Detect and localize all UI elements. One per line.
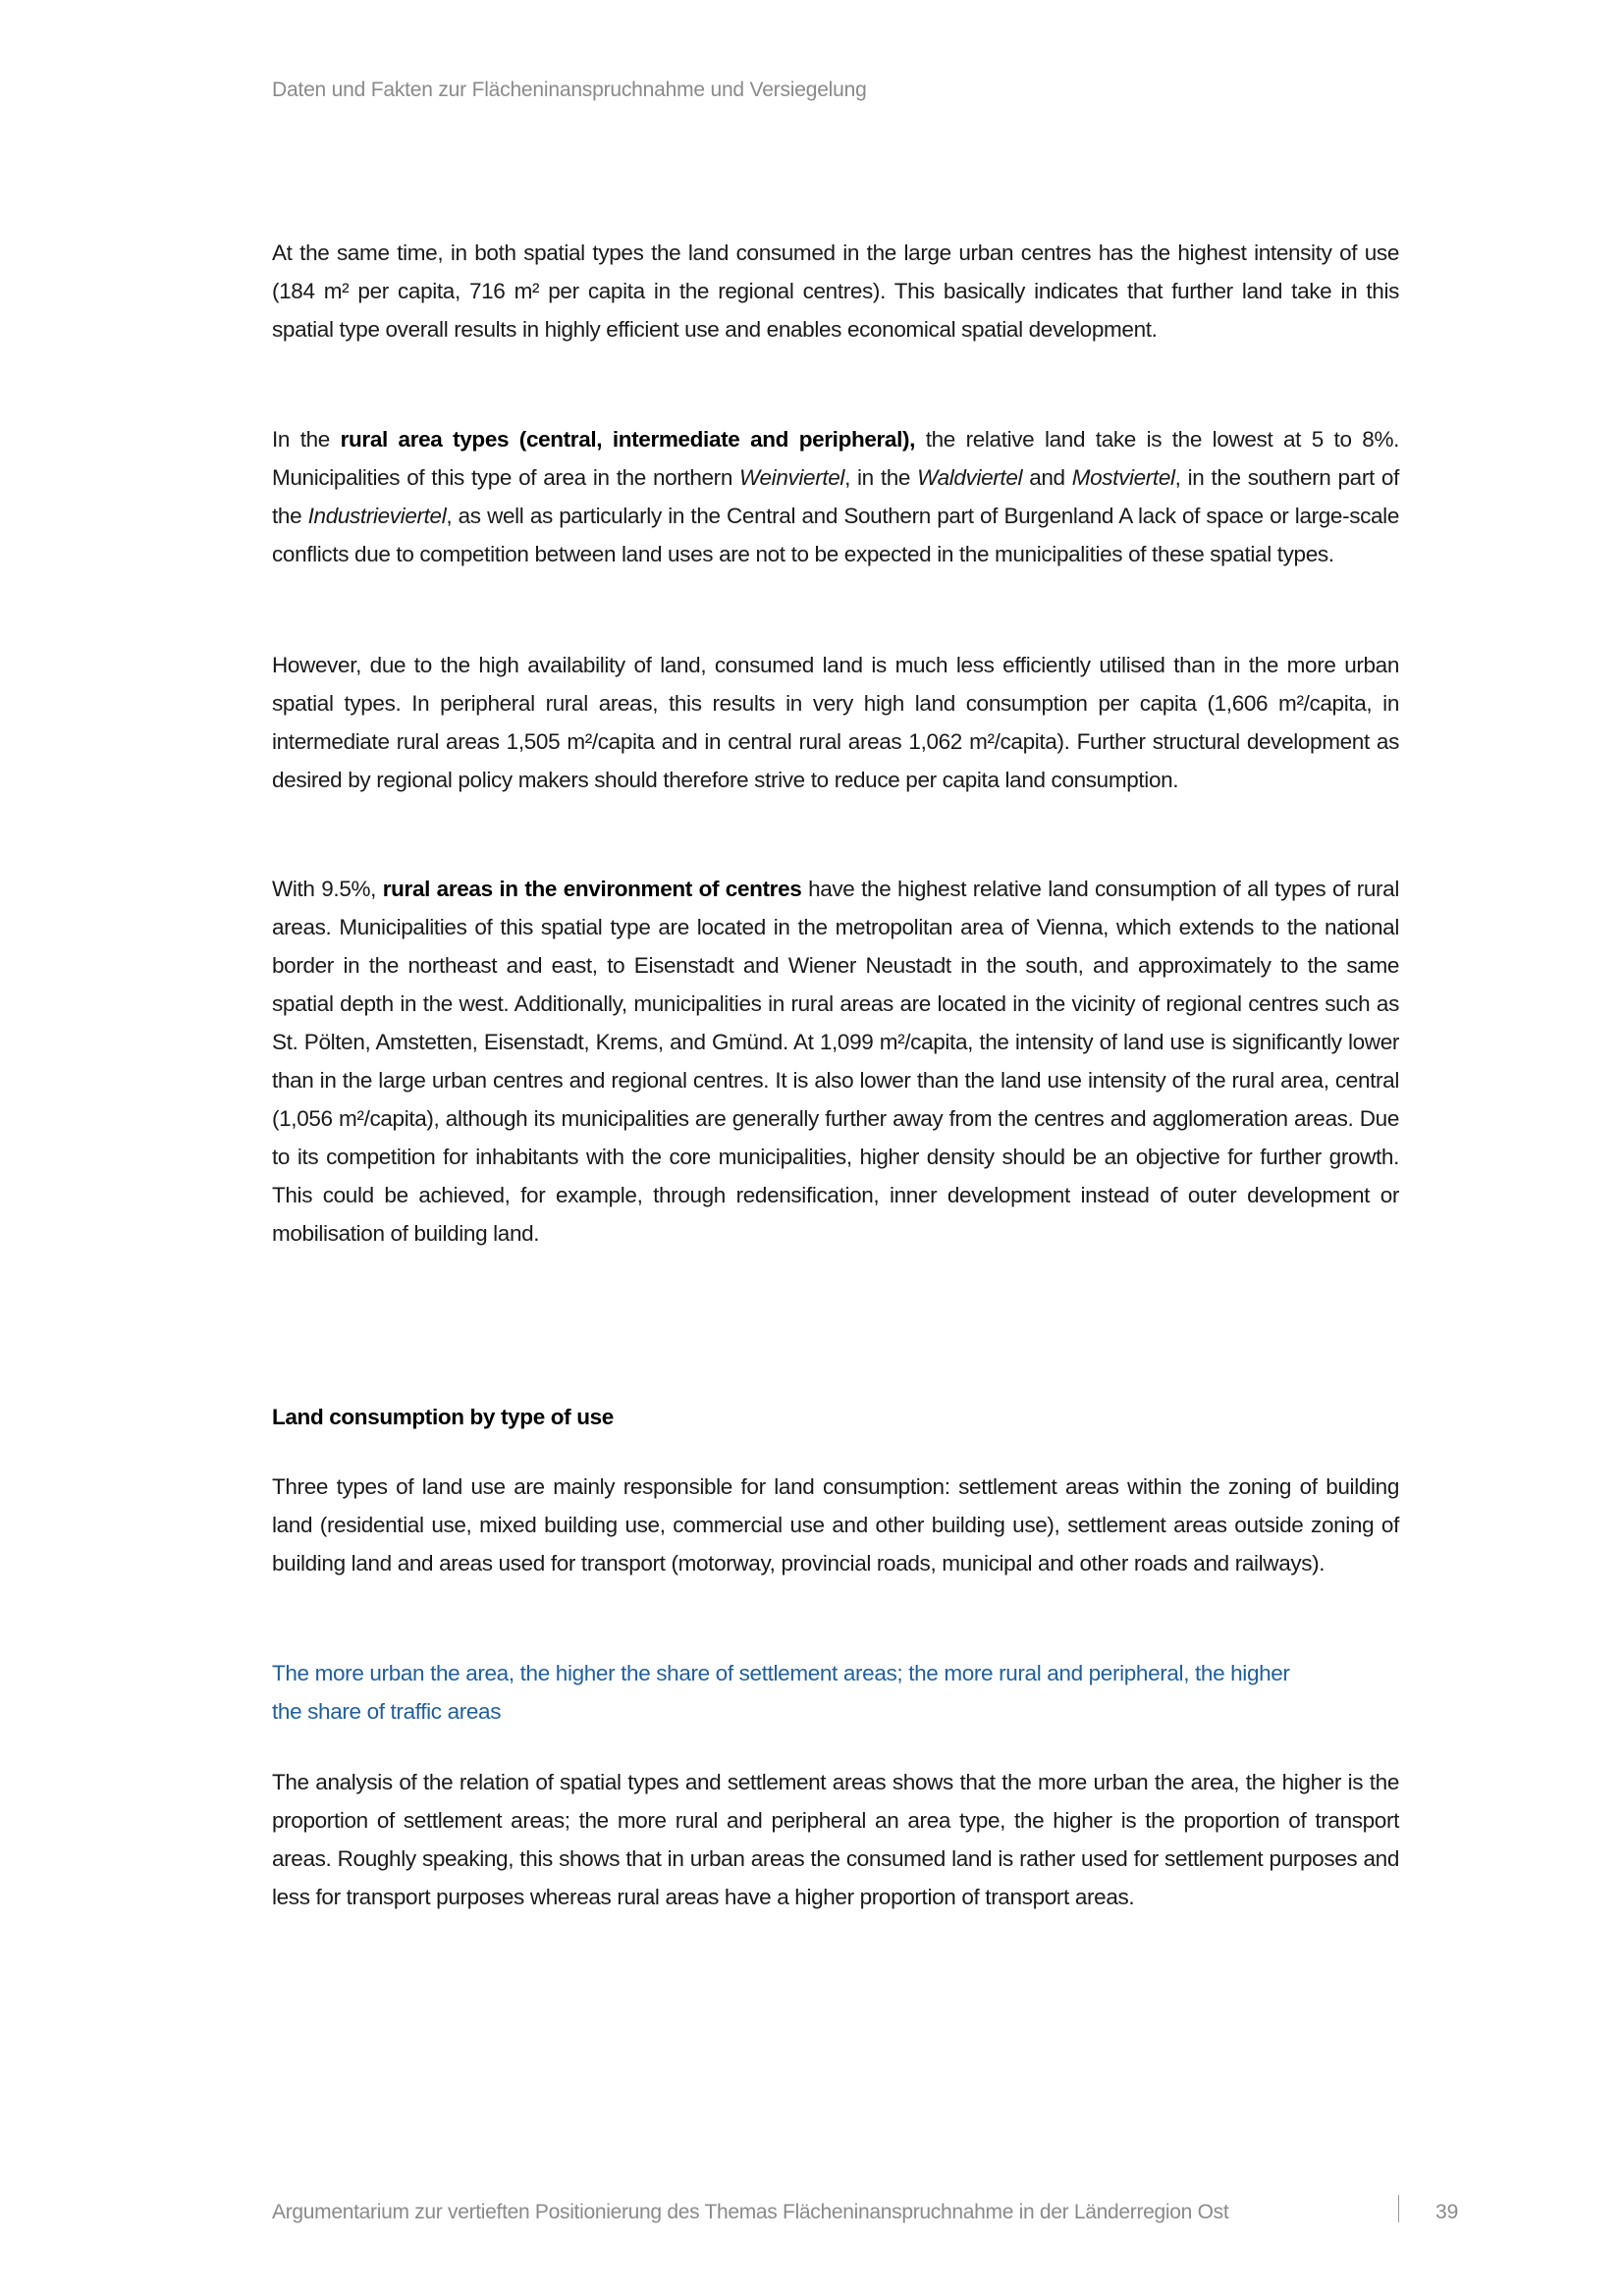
running-header: Daten und Fakten zur Flächeninanspruchnahme und Versiegelung: [272, 79, 867, 101]
section-heading: Land consumption by type of use: [272, 1405, 614, 1429]
paragraph-rural-centres-environment: With 9.5%, rural areas in the environment of centres have the highest relative land consumption of all types of rural areas. Municipalities of this spatial type are located in the metropolitan area of Vienna, which extends to the national border in the northeast and east, to Eisenstadt and Wiener Neustadt in the south, and approximately to the same spatial depth in the west. Additionally, municipalities in rural areas are located in the vicinity of regional centres such as St. Pölten, Amstetten, Eisenstadt, Krems, and Gmünd. At 1,099 m²/capita, the intensity of land use is significantly lower than in the large urban centres and regional centres. It is also lower than the land use intensity of the rural area, central (1,056 m²/capita), although its municipalities are generally further away from the centres and agglomeration areas. Due to its competition for inhabitants with the core municipalities, higher density should be an objective for further growth. This could be achieved, for example, through redensification, inner development instead of outer development or mobilisation of building land.: [272, 877, 1399, 1246]
paragraph-urban-centres: At the same time, in both spatial types the land consumed in the large urban centres has the highest intensity of use (184 m² per capita, 716 m² per capita in the regional centres). This basically indicates that further land take in this spatial type overall results in highly efficient use and enables economical spatial development.: [272, 240, 1399, 342]
highlight-statement: The more urban the area, the higher the share of settlement areas; the more rural and peripheral, the higher the share of traffic areas: [272, 1661, 1290, 1724]
page-number: 39: [1435, 2201, 1459, 2223]
paragraph-settlement-analysis: The analysis of the relation of spatial types and settlement areas shows that the more urban the area, the higher is the proportion of settlement areas; the more rural and peripheral an area type, the higher is the proportion of transport areas. Roughly speaking, this shows that in urban areas the consumed land is rather used for settlement purposes and less for transport purposes whereas rural areas have a higher proportion of transport areas.: [272, 1770, 1399, 1909]
paragraph-land-availability: However, due to the high availability of land, consumed land is much less efficiently utilised than in the more urban spatial types. In peripheral rural areas, this results in very high land consumption per capita (1,606 m²/capita, in intermediate rural areas 1,505 m²/capita and in central rural areas 1,062 m²/capita). Further structural development as desired by regional policy makers should therefore strive to reduce per capita land consumption.: [272, 653, 1399, 792]
footer-divider: [1398, 2195, 1399, 2222]
paragraph-rural-area-types: In the rural area types (central, intermediate and peripheral), the relative land take is the lowest at 5 to 8%. Municipalities of this type of area in the northern Weinviertel, in the Waldviertel and Mostviertel, in the southern part of the Industrieviertel, as well as particularly in the Central and Southern part of Burgenland A lack of space or large-scale conflicts due to competition between land uses are not to be expected in the municipalities of these spatial types.: [272, 427, 1400, 566]
footer-title: Argumentarium zur vertieften Positionierung des Themas Flächeninanspruchnahme in der Länderregion Ost: [272, 2201, 1229, 2223]
paragraph-types-of-land-use: Three types of land use are mainly responsible for land consumption: settlement areas within the zoning of building land (residential use, mixed building use, commercial use and other building use), settlement areas outside zoning of building land and areas used for transport (motorway, provincial roads, municipal and other roads and railways).: [272, 1474, 1399, 1575]
